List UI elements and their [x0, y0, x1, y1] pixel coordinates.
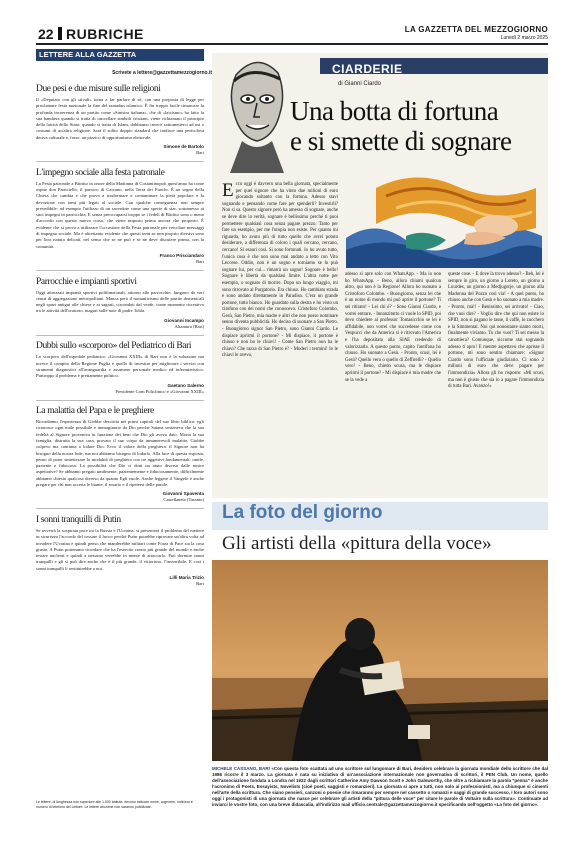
letter-body: Il «Deputato con gli stivali» torna a far parlare di sé, con una proposta di legge per proclamare festa nazionale la fine del ramadan islamico. È fin troppo facile rimarcare la profonda incoerenza di un partito come «Sinistra italiana», che di «laicismo» ha fatto la sua bandiera quando si tratta di cancellare simboli cristiani, viene richiamato il principio della laicità dello Stato; quando si tratta di Islam, dobbiamo invece sottometterci ad usi e costumi di un'altra religione. Sarà il solito doppio standard che tradisce una pericolosa deriva culturale e, forse, un pizzico di opportunismo elettorale. — [36, 97, 204, 140]
article-text: queste cose. - E dove la trovo adesso? - Beh, lei è sempre in giro, un giorno a Loreto, un giorno a Lourdes, un giorno a Medjugorje, un giorno alla Madonna del Pozzo così via! - A quel punto, ho chiuso anche con Gesù e ho suonato a mia madre. - Pronto, mà!! - Benissimo, sei arrivato! - Ciao, che vuoi dire? - Voglio dire che qui non esiste lo SPID, non si pagano le tasse, il caffè, lo zucchero e la Simmental. Noi qui nonostante siamo morti, finalmente viviamo. Tu che vuoi? Ti sei messo la canottiera? Comunque, siccome stai sognando adesso ti apro! E mentre aspettavo che aprisse il portone, mi sono sentito chiamare: «Signor Ciardo sono l'ufficiale giudiziario. Ci sono 2 milioni di euro che deve pagare per l'immondizia» Allora gli ho risposto: «Mi scusi, ma non è giusto che sia io a pagare l'immondizia di tutta Bari. Avanzo!» — [448, 272, 544, 390]
headline-line-2: e si smette di sognare — [290, 126, 512, 156]
photo-credit: MICHELE CASSANO, BARI — [212, 766, 270, 771]
mermaid-illustration — [346, 168, 542, 268]
letter-headline: Due pesi e due misure sulle religioni — [36, 84, 161, 94]
letter-body: Ricordiamo l'esperienza di Giobbe descritta nei primi capitoli del suo libro biblico: egli riconosce ogni male possibile e immaginario da Dio perché Satana sosteneva che la sua fedeltà al Signore proveniva in funzione dei beni che Dio gli aveva dato. Morta la sua famiglia, distrutta la sua casa, provato il suo corpo da innumerevoli malattie, Giobbe colpevo ma continua a lodare Dio. Ecco il valore della preghiera: il Signore non ha bisogno della nostra lode, ma noi abbiamo bisogno di lodarlo. Alla luce di questa risposta, penso di poter sintetizzare la modalità di preghiera con tre aggettivi fondamentali: umile, paziente e fiduciosa. La possibilità che Dio ci doni un aiuto diverso dalle nostre aspettative? Se abbiamo pregato umilmente, pazientemente e fiduciosamente, difficilmente abbiamo chiesto qualcosa diverso da quanto Egli vuole. Anche leggere il Vangelo è anche pregare per chi non accetta le litanie, il rosario e il ripetersi delle parole. — [36, 419, 204, 488]
drop-cap: E — [222, 180, 234, 201]
letter-body: Oggi attrezzati impianti sportivi polifunzionali, attorno alle parrocchie, fungono da veri centri di aggregazione metropolitani. Manca però il romanticismo delle partite domenicali negli spazi antigui alle chiese e ai sagrati, circondati dal verde, come momento ricreativo tra le attività dell'oratorio, magari sulle note di padre Tobia. — [36, 289, 204, 314]
letter-place: Bari — [196, 581, 204, 587]
letter-body: La Festa patronale a Bitritto in onore della Madonna di Costantinopoli quest'anno ha come ospite don Patriciello, il parroco di Caivano, nella Terra dei Fuochi. È un segno della Chiesa che cambia e che prova a trasformare e contaminare la pietà popolare e la devozione con temi più legati al sociale. Con qualche conseguenza non sempre prevedibile: ad esempio l'utilizzo di un sacerdote come una specie di star, sottomesso ai suoi impegni in parrocchia. E senza preoccuparsi troppo se i fedeli di Bitritto sono o meno d'accordo con questo nuovo corso, che viene imposto prima ancora che proposto. È evidente che si prova a utilizzare l'occasione della Festa patronale per veicolare messaggi di impegno sociale. Ma è altrettanto evidente che questi temi se non proprio divisivi sono per loro natura delicati, nel senso che se ne può e se ne deve discutere prima, con la comunità. — [36, 180, 204, 249]
headline-line-1: Una botta di fortuna — [290, 96, 499, 126]
letter-item — [36, 515, 204, 587]
ciarderie-author: di Gianni Ciardo — [338, 81, 382, 87]
article-column-2 — [345, 272, 441, 384]
photo-caption — [212, 766, 548, 808]
section-marker — [58, 27, 62, 40]
letter-signature: Simone de Bartolo — [163, 144, 204, 150]
letter-divider — [36, 161, 204, 162]
letter-signature: Gaetano Salerno — [167, 382, 204, 388]
letter-place: Castellaneta (Taranto) — [163, 497, 204, 503]
letter-signature: Giovanni Spaventa — [162, 491, 204, 497]
letter-divider — [36, 270, 204, 271]
letters-section-title: LETTERE ALLA GAZZETTA — [36, 49, 204, 61]
write-to-email[interactable]: Scrivete a lettere@gazzettamezzogiorno.it — [112, 70, 212, 76]
letter-signature: Lilli Maria Trizio — [169, 575, 204, 581]
letter-divider — [36, 400, 204, 401]
article-text: adesso si apre solo con WhatsApp. - Ma io non ho WhatsApp. - Beno, allora chiami qualcun altro, qui non è la Regione! Allora ho suonato a Cristoforo Colombo. - Buongiorno, senza lei che è un nome di mondo mi può aprire il portone? Ti sei ritirato! - Lei chi è? - Sono Gianni Ciardo, e vorrei entrare. - Innanzitutto ci vuole lo SPID, poi devo chiedere al professor Tomasicchio se lei è affidabile, non vorrei che succedesse come con Vespucci che da America si è ritrovato l'America e l'ha depositata alla SIAE credendo di valorizzarla. A questo punto, capito l'antifona ho chiuso. Ho suonato a Gesù. - Pronto, scusi, lei è Gesù? Quello vero o quello di Zeffirelli? - Quello vero! - Beno, chiedo scusa, ma le dispiace aprirmi il portone? - Mi dispiace è mia madre che se la vede a — [345, 272, 441, 383]
letter-item — [36, 277, 204, 330]
article-text: cco oggi è davvero una bella giornata, specialmente per quel signore che ha vinto due milioni di euro giocando soltanto con la fortuna. Adesso stavi sognando e pensando come fare per spenderli? Investirli? Non si sa. Questo signore però ha amesso di sognare, anche se deve dire la verità, sognare è bellissimo perché ti puoi permettere qualsiasi cosa senza pagare prezzo. Tanto per fare un esempio, per me l'utopia non esiste. Per quanto mi riguarda, ho avuto più di tutto quello che avrei potuto desiderare, a differenza di coloro i quali cercano, cercano, cercano! Si esauri cosi. Si sono fortunati. Io ho avuto tutto, l'unica cosa è che non sono mai andato a letto con Vito Leccese. Oddio, non è un sogno e torniamo se lo può sognare lui, per cui... rimarrà un sogno! Sognare è bello! Sognare è libertà da qualsiasi limite. L'altra notte per esempio, o sognato di morire. Dopo un lungo viaggio, mi sono ritrovato al Purgatorio. Era chiuso. Ho cambiato strada e sono andato direttamente in Paradiso. C'era un grande portone, tutto bianco. Ho guardato sulla destra e ho visto un citofono con dei nomi che conoscevo. Cristoforo Colombo, Gesù, San Pietro, mia madre e altri che non posso nominare senno diventa pubblicità. Ho deciso di suonare a San Pietro. - Buongiorno signor San Pietro, sono Gianni Ciardo. Le dispiace aprirmi il portone? - Mi dispiace, il portone è chiuso e non ho le chiavi! - Come San Pietro non ha le chiavi? Che razza di San Pietro è? - Moderi i termini! Io le chiavi le avevo, — [222, 182, 338, 359]
letter-item — [36, 406, 204, 503]
letters-column — [36, 84, 204, 592]
article-column-3 — [448, 272, 544, 391]
section-title: RUBRICHE — [66, 26, 144, 42]
author-portrait — [222, 55, 292, 173]
photo-of-the-day-label: La foto del giorno — [222, 502, 383, 523]
seafront-photo — [212, 560, 548, 761]
caption-text: «Con questa foto scattata ad uno scrittore sul lungomare di Bari, desidero celebrare la giornata mondiale dello scrittore che dal 1986 ricorre il 3 marzo. La giornata è nata su iniziativa di un'associazione internazionale non governativa di scrittori, il PEN Club. Un nome, quello dell'associazione fondata a Londra nel 1922 dagli scrittori Catherine Amy Dawson Scott e John Galsworthy, che oltre a richiamare la parola "penna" è anche l'acronimo di Poets, Essayists, Novelists (cioè poeti, saggisti e romanzieri). La giornata si apre a tutti, non solo ai professionisti, ma a chiunque si cimenti nell'arte della scrittura. Che siano pensieri, canzoni o poesie che rimaranno per sempre nel cassetto o romanzi e saggi di grande successo, i loro autori sono oggi i protagonisti di una giornata che nasce per celebrare gli artisti della "pittura delle voce" per citare le parole di Voltaire sulla scrittura». Continuate ad inviarci le vostre foto, con una breve didascalia, all'indirizzo mail ufficio.centrale@gazzettamezzogiorno.it specificando nell'oggetto «La foto del giorno». — [212, 766, 548, 807]
letter-headline: La malattia del Papa e le preghiere — [36, 406, 154, 417]
letter-headline: Parrocchie e impianti sportivi — [36, 276, 137, 287]
letter-headline: L'impegno sociale alla festa patronale — [36, 167, 165, 178]
page-number: 22 — [38, 26, 54, 42]
letter-item — [36, 84, 204, 156]
letter-divider — [36, 335, 204, 336]
photo-headline: Gli artisti della «pittura della voce» — [222, 533, 492, 554]
letter-item — [36, 168, 204, 265]
letters-footnote: Le lettere, di lunghezza non superiore alle 1.000 battute, devono indicare nome, cognome, indirizzo e numero di telefono del Lettore. Le lettere anonime non saranno pubblicate. — [36, 800, 193, 809]
letter-divider — [36, 508, 204, 509]
letter-place: Bari — [196, 150, 204, 156]
letter-signature: Franco Prisciandaro — [159, 252, 204, 258]
header-rule — [36, 43, 548, 45]
ciarderie-headline — [290, 96, 545, 156]
letter-place: Bari — [196, 258, 204, 264]
article-column-1 — [222, 182, 338, 360]
letter-place: Altamura (Bari) — [174, 323, 204, 329]
letter-body: Se avverrà la sospirata pace tra la Russia e l'Ucraina, si presenterà il problema del mettere in sicurezza l'accordo del cessate il fuoco perché Putin potrebbe riprovare un'altra volta ad invadere l'Ucraina e quindi penso che manderebbe militari come Forza di Pace sia la cosa giusta. A Putin potremmo ricordare che ha l'esercito creato più grande del mondo e molte testate nucleari e quindi a nessuno verrebbe in mente di attaccarlo. Può dormire sonni tranquilli e gli si può dire anche che è il più grande, il vittorioso, l'invincibile. E così i sonni tranquilli li restituirebbe a noi. — [36, 527, 204, 571]
letter-headline: Dubbi sullo «scorporo» del Pediatrico di Bari — [36, 341, 192, 352]
issue-date: Lunedì 2 marzo 2025 — [500, 35, 548, 41]
letter-headline: I sonni tranquilli di Putin — [36, 514, 121, 525]
newspaper-name: LA GAZZETTA DEL MEZZOGIORNO — [404, 25, 548, 34]
letter-place: Presidente Com Policlinico e «Giovanni XXIII» — [115, 388, 204, 394]
letter-signature: Giovanni Incampo — [164, 317, 204, 323]
letter-item — [36, 341, 204, 394]
letter-body: Lo scorporo dell'ospedale pediatrico «Giovanni XXIII» di Bari non è la soluzione ma invece il compito della Regione Puglia è quello di investire per migliorare i servizi con strumenti diagnostici all'avanguardia e assumere personale medico ed infermieristico. Purtroppo il problema è prettamente politico. — [36, 354, 204, 379]
ciarderie-rubric: CIARDERIE — [332, 62, 403, 76]
